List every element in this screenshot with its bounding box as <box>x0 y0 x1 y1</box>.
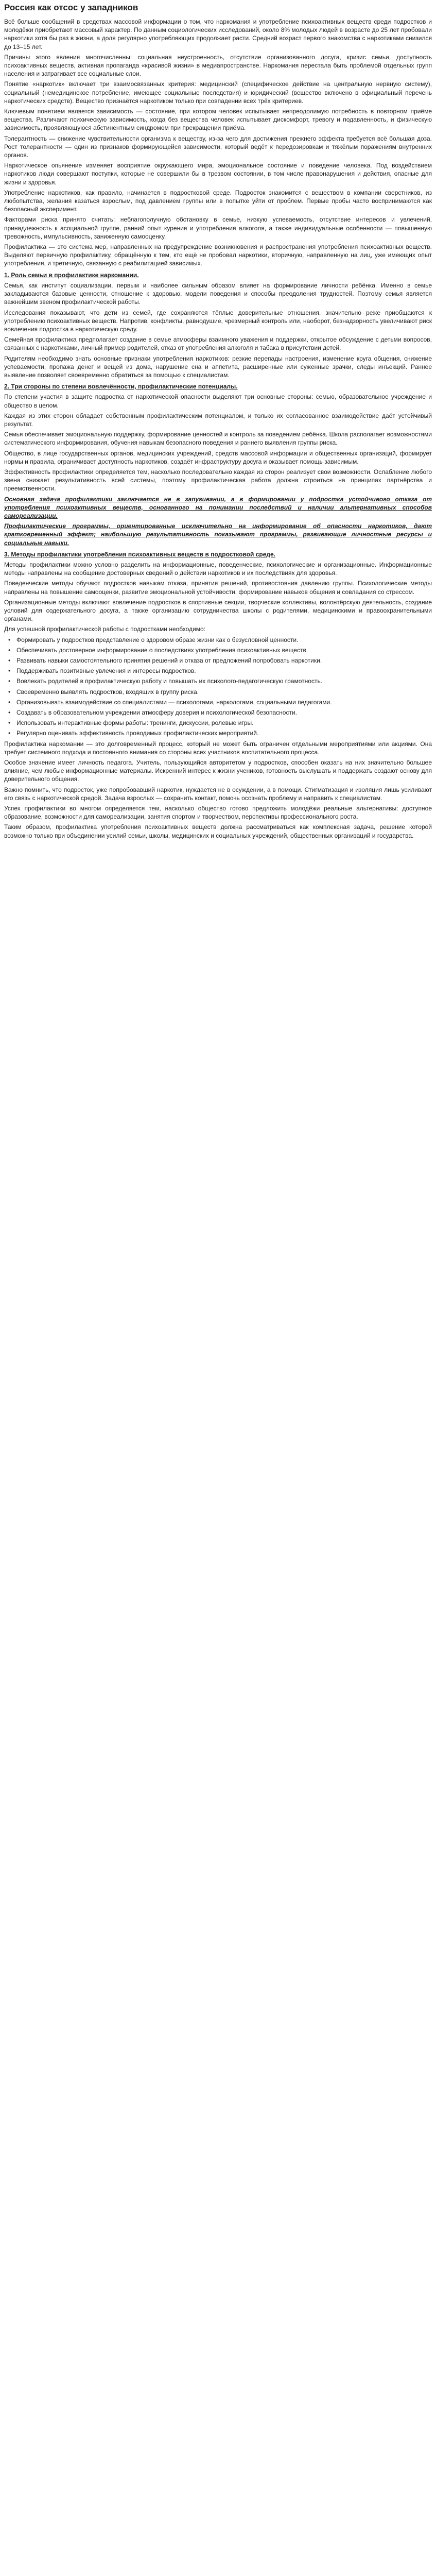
paragraph: Исследования показывают, что дети из семей, где сохраняются тёплые доверительные отношения, значительно реже приобщаются к употреблению психоактивных веществ. Напротив, конфликты, равнодушие, чрезмерный контроль или, наоборот, безнадзорность увеличивают риск вовлечения подростка в наркотическую среду. <box>4 309 432 333</box>
paragraph: Организационные методы включают вовлечение подростков в спортивные секции, творческие коллективы, волонтёрскую деятельность, создание условий для содержательного досуга, а также организацию сотрудничества школы с родителями, медицинскими и правоохранительными органами. <box>4 598 432 623</box>
bullet-icon: • <box>8 719 11 727</box>
paragraph: Толерантность — снижение чувствительности организма к веществу, из-за чего для достижения прежнего эффекта требуется всё большая доза. Рост толерантности — один из признаков формирующейся зависимости, который ведёт к передозировкам и тяжёлым поражениям внутренних органов. <box>4 134 432 159</box>
bullet-icon: • <box>8 698 11 706</box>
list-item-text: Поддерживать позитивные увлечения и интересы подростков. <box>16 667 196 675</box>
paragraph: Важно помнить, что подросток, уже попробовавший наркотик, нуждается не в осуждении, а в помощи. Стигматизация и изоляция лишь усиливают его связь с наркотической средой. Задача взрослых — сохранить контакт, помочь осознать проблему и направить к специалистам. <box>4 786 432 802</box>
list-item-text: Своевременно выявлять подростков, входящих в группу риска. <box>16 688 199 696</box>
list-item-text: Формировать у подростков представление о здоровом образе жизни как о безусловной ценности. <box>16 636 299 643</box>
paragraph: Причины этого явления многочисленны: социальная неустроенность, отсутствие организованного досуга, кризис семьи, доступность психоактивных веществ, активная пропаганда «красивой жизни» в медиапространстве. Наркомания перестала быть проблемой отдельных групп населения и затрагивает все социальные слои. <box>4 53 432 78</box>
paragraph: Особое значение имеет личность педагога. Учитель, пользующийся авторитетом у подростков, способен оказать на них значительно большее влияние, чем любые информационные материалы. Искренний интерес к жизни учеников, готовность выслушать и поддержать создают основу для доверительного общения. <box>4 759 432 783</box>
bullet-icon: • <box>8 730 11 737</box>
paragraph: Родителям необходимо знать основные признаки употребления наркотиков: резкие перепады настроения, изменение круга общения, снижение успеваемости, пропажа денег и вещей из дома, нарушение сна и аппетита, расширенные или суженные зрачки, следы инъекций. Раннее выявление позволяет своевременно обратиться за помощью к специалистам. <box>4 354 432 379</box>
highlight-block <box>4 495 432 547</box>
paragraph: Методы профилактики можно условно разделить на информационные, поведенческие, психологические и организационные. Информационные методы направлены на сообщение достоверных сведений о действии наркотиков и их последствиях для здоровья. <box>4 561 432 577</box>
paragraph: Факторами риска принято считать: неблагополучную обстановку в семье, низкую успеваемость, отсутствие интересов и увлечений, принадлежность к асоциальной группе, ранний опыт курения и употребления алкоголя, а также индивидуальные особенности — повышенную тревожность, импульсивность, заниженную самооценку. <box>4 216 432 240</box>
list-item <box>4 667 432 675</box>
paragraph: Профилактика наркомании — это долговременный процесс, который не может быть ограничен отдельными мероприятиями или акциями. Она требует системного подхода и постоянного внимания со стороны всех участников воспитательного процесса. <box>4 740 432 756</box>
paragraph: Наркотическое опьянение изменяет восприятие окружающего мира, эмоциональное состояние и поведение человека. Под воздействием наркотиков люди совершают поступки, которые не совершили бы в трезвом состоянии, в том числе правонарушения и действия, опасные для жизни и здоровья. <box>4 162 432 186</box>
paragraph: Общество, в лице государственных органов, медицинских учреждений, средств массовой информации и общественных организаций, формирует нормы и правила, ограничивает доступность наркотиков, создаёт инфраструктуру досуга и оказывает помощь зависимым. <box>4 449 432 465</box>
list-item <box>4 646 432 654</box>
emphasized-paragraph: Основная задача профилактики заключается не в запугивании, а в формировании у подростка устойчивого отказа от употребления психоактивных веществ, основанного на понимании последствий и наличии альтернативных способов самореализации. <box>4 495 432 519</box>
paragraph: Семья, как институт социализации, первым и наиболее сильным образом влияет на формирование личности ребёнка. Именно в семье закладываются базовые ценности, отношение к здоровью, модели поведения и способы преодоления трудностей. Поэтому семья является важнейшим звеном профилактической работы. <box>4 281 432 306</box>
list-item-text: Организовывать взаимодействие со специалистами — психологами, наркологами, социальными педагогами. <box>16 698 332 706</box>
paragraph: Всё больше сообщений в средствах массовой информации о том, что наркомания и употребление психоактивных веществ среди подростков и молодёжи приобретают массовый характер. По данным социологических исследований, около 8% молодых людей в возрасте до 25 лет пробовали наркотики хотя бы раз в жизни, а доля регулярно употребляющих продолжает расти. Средний возраст первого знакомства с наркотиками снизился до 13–15 лет. <box>4 18 432 50</box>
paragraph: Понятие «наркотик» включает три взаимосвязанных критерия: медицинский (специфическое действие на центральную нервную систему), социальный (немедицинское потребление, имеющее социальные последствия) и юридический (вещество включено в официальный перечень наркотических средств). Вещество признаётся наркотиком только при совпадении всех трёх критериев. <box>4 80 432 105</box>
list-item <box>4 698 432 706</box>
list-intro: Для успешной профилактической работы с подростками необходимо: <box>4 625 206 633</box>
list-item-text: Вовлекать родителей в профилактическую работу и повышать их психолого-педагогическую грамотность. <box>16 677 323 685</box>
list-item-text: Обеспечивать достоверное информирование о последствиях употребления психоактивных веществ. <box>16 646 308 654</box>
paragraph: Употребление наркотиков, как правило, начинается в подростковой среде. Подросток знакомится с веществом в компании сверстников, из любопытства, желания казаться взрослым, под давлением группы или в попытке уйти от проблем. Первые пробы часто воспринимаются как безопасный эксперимент. <box>4 189 432 213</box>
section-heading: 1. Роль семьи в профилактике наркомании. <box>4 271 139 279</box>
list-item-text: Использовать интерактивные формы работы: тренинги, дискуссии, ролевые игры. <box>16 719 254 727</box>
section-three-sides <box>4 382 432 493</box>
list-item <box>4 708 432 717</box>
list-item <box>4 656 432 665</box>
bullet-icon: • <box>8 677 11 685</box>
paragraph: Ключевым понятием является зависимость — состояние, при котором человек испытывает непреодолимую потребность в повторном приёме вещества. Различают психическую зависимость, когда без вещества человек испытывает дискомфорт, тревогу и подавленность, и физическую зависимость, проявляющуюся абстинентным синдромом при прекращении приёма. <box>4 108 432 132</box>
emphasized-paragraph: Профилактические программы, ориентированные исключительно на информирование об опасности наркотиков, дают кратковременный эффект; наибольшую результативность показывают программы, развивающие личностные ресурсы и социальные навыки. <box>4 522 432 547</box>
list-item <box>4 688 432 696</box>
list-item <box>4 729 432 737</box>
paragraph: Семья обеспечивает эмоциональную поддержку, формирование ценностей и контроль за поведением ребёнка. Школа располагает возможностями систематического информирования, обучения навыкам безопасного поведения и раннего выявления группы риска. <box>4 431 432 447</box>
closing-section <box>4 740 432 840</box>
paragraph: Эффективность профилактики определяется тем, насколько последовательно каждая из сторон реализует свои возможности. Ослабление любого звена снижает результативность всей системы, поэтому профилактическая работа должна строиться на принципах партнёрства и преемственности. <box>4 468 432 493</box>
paragraph: Таким образом, профилактика употребления психоактивных веществ должна рассматриваться как комплексная задача, решение которой возможно только при объединении усилий семьи, школы, медицинских и социальных учреждений, общественных организаций и государства. <box>4 823 432 839</box>
paragraph: Успех профилактики во многом определяется тем, насколько общество готово предложить молодёжи реальные альтернативы: доступное образование, возможности для самореализации, занятия спортом и творчеством, перспективы профессионального роста. <box>4 805 432 821</box>
list-item-text: Регулярно оценивать эффективность проводимых профилактических мероприятий. <box>16 730 259 737</box>
paragraph: Семейная профилактика предполагает создание в семье атмосферы взаимного уважения и поддержки, открытое обсуждение с детьми вопросов, связанных с наркотиками, личный пример родителей, отказ от употребления алкоголя и табака в присутствии детей. <box>4 336 432 352</box>
section-family <box>4 271 432 379</box>
list-item <box>4 719 432 727</box>
page-title: Россия как отсос у западников <box>4 3 138 12</box>
section-methods <box>4 550 432 623</box>
bullet-icon: • <box>8 688 11 696</box>
paragraph: Поведенческие методы обучают подростков навыкам отказа, принятия решений, противостояния давлению группы. Психологические методы направлены на повышение самооценки, развитие эмоциональной устойчивости, формирование навыков общения и совладания со стрессом. <box>4 580 432 596</box>
intro-section <box>4 18 432 268</box>
list-item-text: Развивать навыки самостоятельного принятия решений и отказа от предложений попробовать наркотики. <box>16 657 322 665</box>
bullet-icon: • <box>8 667 11 675</box>
bullet-icon: • <box>8 657 11 665</box>
list-item-text: Создавать в образовательном учреждении атмосферу доверия и психологической безопасности. <box>16 709 297 717</box>
list-item <box>4 677 432 685</box>
list-item <box>4 636 432 644</box>
bullet-icon: • <box>8 709 11 717</box>
section-heading: 2. Три стороны по степени вовлечённости, профилактические потенциалы. <box>4 383 238 391</box>
paragraph: Профилактика — это система мер, направленных на предупреждение возникновения и распространения употребления психоактивных веществ. Выделяют первичную профилактику, обращённую к тем, кто ещё не пробовал наркотики, вторичную, направленную на лиц, уже имеющих опыт употребления, и третичную, связанную с реабилитацией зависимых. <box>4 243 432 267</box>
bullet-icon: • <box>8 636 11 643</box>
recommendations-list <box>4 625 432 737</box>
section-heading: 3. Методы профилактики употребления психоактивных веществ в подростковой среде. <box>4 550 276 558</box>
bullet-icon: • <box>8 646 11 654</box>
paragraph: Каждая из этих сторон обладает собственным профилактическим потенциалом, и только их согласованное взаимодействие даёт устойчивый результат. <box>4 412 432 428</box>
paragraph: По степени участия в защите подростка от наркотической опасности выделяют три основные стороны: семью, образовательное учреждение и общество в целом. <box>4 393 432 409</box>
